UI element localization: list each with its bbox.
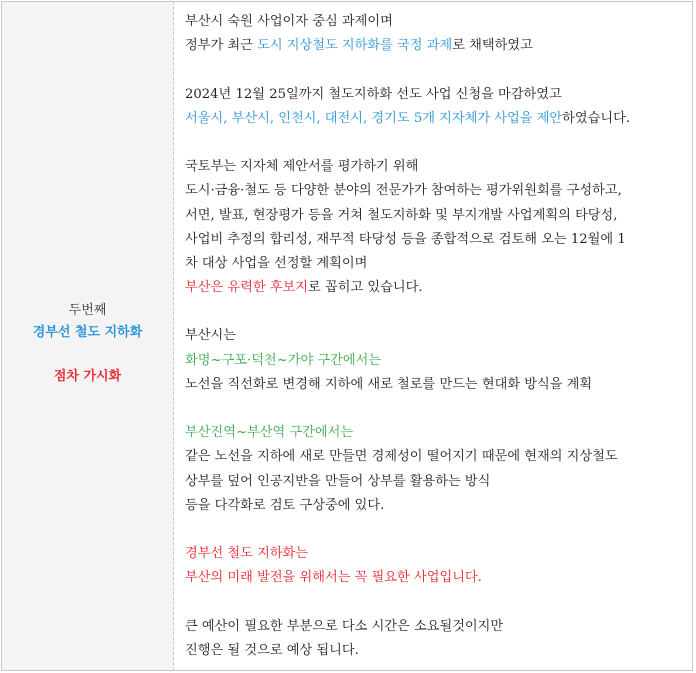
text-segment: 부산시는 — [185, 328, 236, 344]
text-line — [185, 10, 692, 34]
highlight-text: 부산은 유력한 후보지 — [185, 280, 309, 296]
left-header-cell — [2, 2, 174, 670]
text-segment: 2024년 12월 25일까지 철도지하화 선도 사업 신청을 마감하였고 — [185, 86, 562, 102]
text-line — [185, 639, 692, 663]
highlight-text: 경부선 철도 지하화는 — [185, 546, 309, 562]
section-subtitle: 경부선 철도 지하화 — [32, 325, 143, 340]
highlight-text: 서울시, 부산시, 인천시, 대전시, 경기도 5개 지자체가 사업을 제안 — [185, 110, 563, 126]
text-segment: 부산시 숙원 사업이자 중심 과제이며 — [185, 14, 393, 29]
blank-line — [185, 58, 692, 82]
text-line — [185, 494, 692, 518]
text-line — [185, 155, 692, 179]
text-segment: 사업비 추정의 합리성, 재무적 타당성 등을 종합적으로 검토해 오는 12월에 1 — [185, 231, 626, 247]
content-table — [1, 1, 693, 671]
text-segment: 정부가 최근 — [185, 38, 258, 54]
text-line — [185, 107, 692, 131]
section-accent: 점차 가시화 — [53, 369, 122, 384]
text-segment: 하였습니다. — [562, 110, 631, 126]
text-line — [185, 179, 692, 203]
text-line — [185, 83, 692, 107]
text-segment: 진행은 될 것으로 예상 됩니다. — [185, 642, 359, 658]
text-segment: 큰 예산이 필요한 부분으로 다소 시간은 소요될것이지만 — [185, 618, 504, 634]
text-segment: 국토부는 지자체 제안서를 평가하기 위해 — [185, 159, 419, 175]
text-segment: 도시·금융·철도 등 다양한 분야의 전문가가 참여하는 평가위원회를 구성하고, — [185, 183, 622, 199]
text-segment: 로 채택하였고 — [452, 38, 533, 54]
blank-line — [185, 591, 692, 615]
text-segment: 로 꼽히고 있습니다. — [308, 280, 423, 296]
text-line — [185, 373, 692, 397]
blank-line — [185, 397, 692, 421]
text-segment: 노선을 직선화로 변경해 지하에 새로 철로를 만드는 현대화 방식을 계획 — [185, 376, 593, 392]
text-line — [185, 615, 692, 639]
text-segment: 차 대상 사업을 선정할 계획이며 — [185, 255, 368, 271]
highlight-text: 도시 지상철도 지하화를 국정 과제 — [257, 38, 453, 54]
text-line — [185, 204, 692, 228]
text-line — [185, 566, 692, 590]
text-line — [185, 470, 692, 494]
highlight-text: 화명~구포·덕천~가야 구간에서는 — [185, 352, 382, 368]
blank-line — [185, 518, 692, 542]
blank-line — [185, 300, 692, 324]
body-text-cell — [174, 2, 692, 670]
text-line — [185, 252, 692, 276]
text-segment: 같은 노선을 지하에 새로 만들면 경제성이 떨어지기 때문에 현재의 지상철도 — [185, 449, 618, 465]
section-label: 두번째 — [68, 303, 107, 318]
highlight-text: 부산의 미래 발전을 위해서는 꼭 필요한 사업입니다. — [185, 570, 482, 586]
text-segment: 상부를 덮어 인공지반을 만들어 상부를 활용하는 방식 — [185, 473, 491, 489]
text-line — [185, 34, 692, 58]
text-line — [185, 445, 692, 469]
text-line — [185, 349, 692, 373]
text-line — [185, 421, 692, 445]
text-line — [185, 542, 692, 566]
highlight-text: 부산진역~부산역 구간에서는 — [185, 425, 354, 441]
text-segment: 등을 다각화로 검토 구상중에 있다. — [185, 497, 385, 513]
text-segment: 서면, 발표, 현장평가 등을 거쳐 철도지하화 및 부지개발 사업계획의 타당성, — [185, 207, 618, 223]
text-line — [185, 324, 692, 348]
text-line — [185, 228, 692, 252]
blank-line — [185, 131, 692, 155]
text-line — [185, 276, 692, 300]
